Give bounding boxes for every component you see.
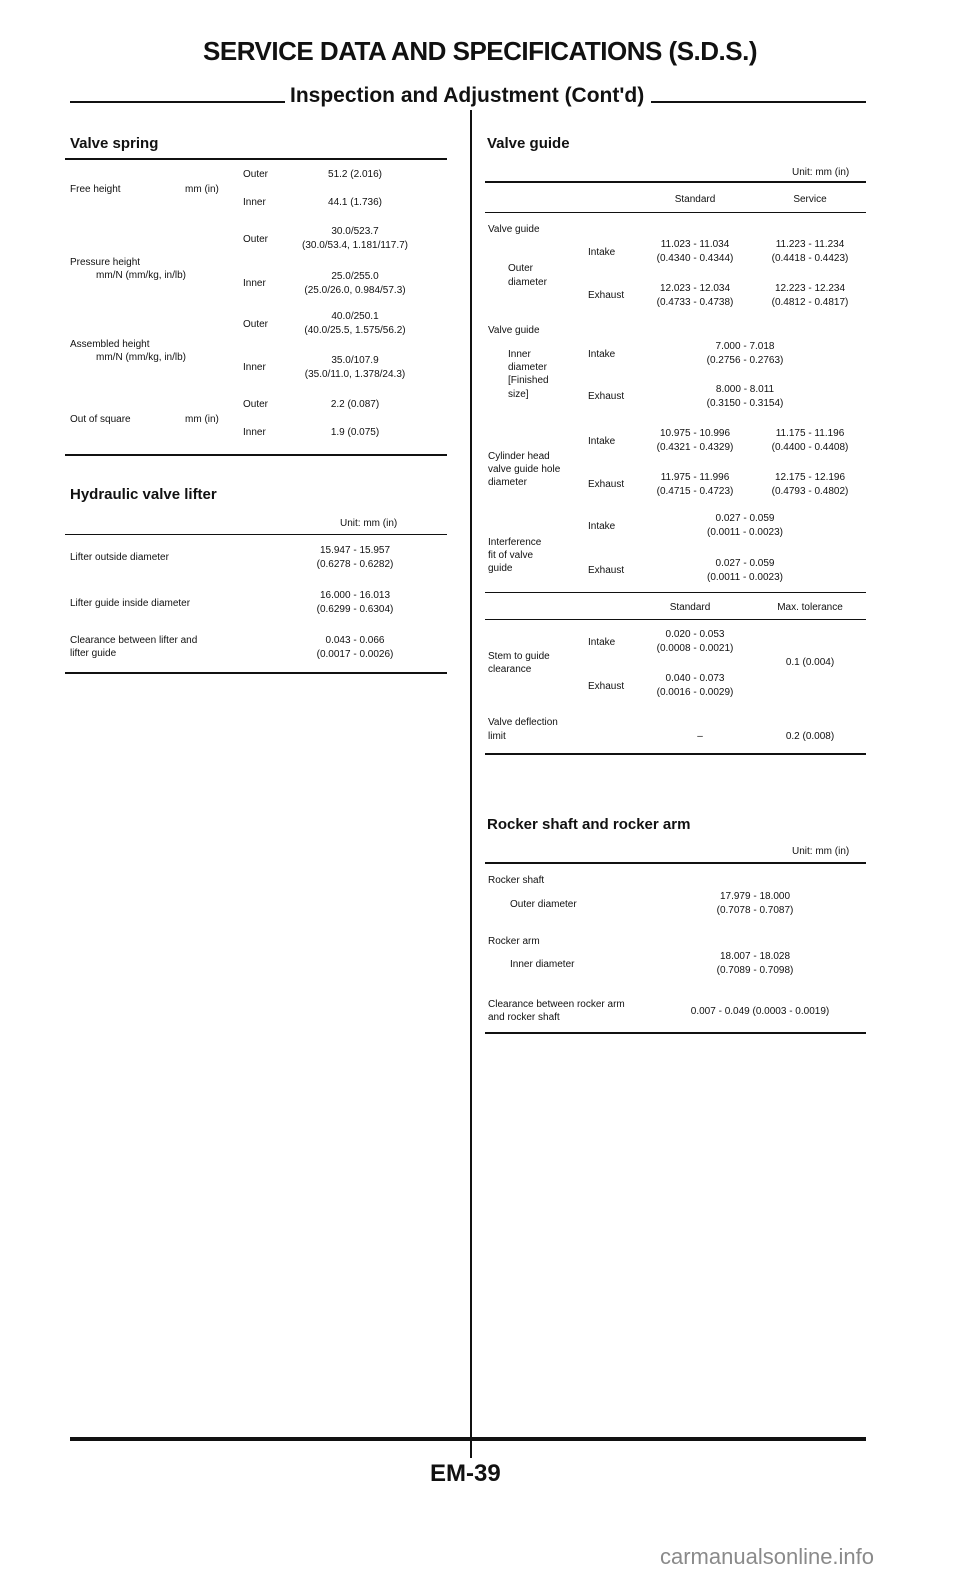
lifter-clearance-value-1: 0.043 - 0.066	[325, 635, 385, 646]
footer-rule	[70, 1437, 866, 1441]
valve-guide-inner-group: Valve guide	[488, 325, 540, 336]
lifter-guide-inside-diameter-value-1: 16.000 - 16.013	[319, 590, 391, 601]
cyl-head-label-1: Cylinder head	[488, 451, 550, 462]
lifter-clearance-value-2: (0.0017 - 0.0026)	[316, 649, 394, 660]
out-of-square-outer-label: Outer	[243, 399, 269, 410]
valve-guide-inner-exhaust-value-1: 8.000 - 8.011	[715, 384, 775, 395]
interference-exhaust-value-1: 0.027 - 0.059	[715, 558, 775, 569]
valve-guide-inner-exhaust-label: Exhaust	[588, 391, 625, 402]
interference-intake-value-1: 0.027 - 0.059	[715, 513, 775, 524]
out-of-square-inner-label: Inner	[243, 427, 266, 438]
valve-guide-inner-intake-value-1: 7.000 - 7.018	[715, 341, 775, 352]
lifter-outside-diameter-value-2: (0.6278 - 0.6282)	[316, 559, 394, 570]
valve-guide-col-standard: Standard	[674, 194, 716, 205]
rocker-shaft-value-2: (0.7078 - 0.7087)	[716, 905, 794, 916]
valve-guide-rule-bottom	[485, 753, 866, 755]
stem-clearance-exhaust-value-2: (0.0016 - 0.0029)	[656, 687, 734, 698]
valve-guide-outer-exhaust-svc-2: (0.4812 - 0.4817)	[771, 297, 849, 308]
valve-guide-outer-intake-std-1: 11.023 - 11.034	[660, 239, 730, 250]
valve-guide-col-standard-2: Standard	[669, 602, 711, 613]
interference-label-2: fit of valve	[488, 550, 534, 561]
valve-guide-rule-top	[485, 181, 866, 183]
rocker-rule-top	[485, 862, 866, 864]
free-height-label: Free height	[70, 184, 121, 195]
interference-exhaust-label: Exhaust	[588, 565, 625, 576]
interference-intake-label: Intake	[588, 521, 616, 532]
valve-guide-outer-label-2: diameter	[508, 277, 547, 288]
assembled-height-inner-label: Inner	[243, 362, 266, 373]
valve-guide-outer-group: Valve guide	[488, 224, 540, 235]
valve-guide-outer-intake-label: Intake	[588, 247, 616, 258]
page-title: SERVICE DATA AND SPECIFICATIONS (S.D.S.)	[203, 36, 757, 66]
valve-guide-rule-mid	[485, 592, 866, 593]
hydraulic-lifter-title: Hydraulic valve lifter	[70, 486, 217, 503]
free-height-outer-value: 51.2 (2.016)	[328, 169, 382, 180]
lifter-outside-diameter-label: Lifter outside diameter	[70, 552, 169, 563]
stem-clearance-label-2: clearance	[488, 664, 532, 675]
cyl-head-exhaust-svc-1: 12.175 - 12.196	[774, 472, 846, 483]
lifter-guide-inside-diameter-value-2: (0.6299 - 0.6304)	[316, 604, 394, 615]
deflection-standard-value: –	[697, 731, 703, 742]
rocker-shaft-outer-diameter-label: Outer diameter	[510, 899, 577, 910]
hydraulic-lifter-rule-bottom	[65, 672, 447, 674]
assembled-height-unit: mm/N (mm/kg, in/lb)	[96, 352, 186, 363]
column-divider	[470, 110, 472, 1458]
free-height-unit: mm (in)	[185, 184, 219, 195]
rocker-shaft-group: Rocker shaft	[488, 875, 545, 886]
pressure-height-unit: mm/N (mm/kg, in/lb)	[96, 270, 186, 281]
hydraulic-lifter-rule-top	[65, 534, 447, 535]
header-rule-left	[70, 101, 285, 103]
free-height-inner-label: Inner	[243, 197, 266, 208]
pressure-height-inner-value-1: 25.0/255.0	[331, 271, 379, 282]
pressure-height-label: Pressure height	[70, 257, 141, 268]
interference-label-3: guide	[488, 563, 513, 574]
valve-guide-title: Valve guide	[487, 135, 570, 152]
valve-guide-rule-header	[485, 212, 866, 213]
valve-spring-rule-bottom	[65, 454, 447, 456]
rocker-rule-bottom	[485, 1032, 866, 1034]
cyl-head-intake-std-1: 10.975 - 10.996	[659, 428, 731, 439]
cyl-head-label-2: valve guide hole	[488, 464, 561, 475]
pressure-height-inner-label: Inner	[243, 278, 266, 289]
page-subtitle: Inspection and Adjustment (Cont'd)	[290, 84, 645, 107]
out-of-square-unit: mm (in)	[185, 414, 219, 425]
rocker-clearance-value: 0.007 - 0.049 (0.0003 - 0.0019)	[690, 1006, 830, 1017]
page-number: EM-39	[430, 1460, 501, 1487]
deflection-label-1: Valve deflection	[488, 717, 558, 728]
rocker-clearance-label-2: and rocker shaft	[488, 1012, 560, 1023]
assembled-height-outer-label: Outer	[243, 319, 269, 330]
valve-guide-outer-exhaust-std-2: (0.4733 - 0.4738)	[656, 297, 734, 308]
rocker-arm-value-2: (0.7089 - 0.7098)	[716, 965, 794, 976]
free-height-outer-label: Outer	[243, 169, 269, 180]
watermark: carmanualsonline.info	[660, 1544, 875, 1569]
deflection-label-2: limit	[488, 731, 506, 742]
assembled-height-label: Assembled height	[70, 339, 150, 350]
valve-guide-outer-intake-svc-2: (0.4418 - 0.4423)	[771, 253, 849, 264]
valve-guide-rule-header-2	[485, 619, 866, 620]
valve-guide-outer-exhaust-std-1: 12.023 - 12.034	[659, 283, 731, 294]
rocker-shaft-value-1: 17.979 - 18.000	[719, 891, 791, 902]
out-of-square-outer-value: 2.2 (0.087)	[330, 399, 380, 410]
valve-guide-outer-exhaust-label: Exhaust	[588, 290, 625, 301]
valve-guide-inner-label-4: size]	[508, 389, 529, 400]
cyl-head-exhaust-svc-2: (0.4793 - 0.4802)	[771, 486, 849, 497]
valve-spring-title: Valve spring	[70, 135, 159, 152]
valve-guide-col-max-tolerance: Max. tolerance	[777, 602, 843, 613]
cyl-head-intake-label: Intake	[588, 436, 616, 447]
lifter-clearance-label-2: lifter guide	[70, 648, 117, 659]
rocker-arm-inner-diameter-label: Inner diameter	[510, 959, 575, 970]
cyl-head-label-3: diameter	[488, 477, 527, 488]
valve-guide-inner-label-1: Inner	[508, 349, 531, 360]
valve-guide-unit: Unit: mm (in)	[792, 167, 850, 178]
pressure-height-outer-value-2: (30.0/53.4, 1.181/117.7)	[301, 240, 408, 251]
rocker-title: Rocker shaft and rocker arm	[487, 816, 691, 833]
rocker-arm-value-1: 18.007 - 18.028	[719, 951, 791, 962]
lifter-clearance-label-1: Clearance between lifter and	[70, 635, 198, 646]
valve-guide-inner-exhaust-value-2: (0.3150 - 0.3154)	[706, 398, 784, 409]
valve-spring-rule-top	[65, 158, 447, 160]
valve-guide-outer-intake-svc-1: 11.223 - 11.234	[775, 239, 845, 250]
pressure-height-outer-value-1: 30.0/523.7	[331, 226, 379, 237]
assembled-height-inner-value-2: (35.0/11.0, 1.378/24.3)	[304, 369, 406, 380]
valve-guide-col-service: Service	[793, 194, 827, 205]
pressure-height-inner-value-2: (25.0/26.0, 0.984/57.3)	[304, 285, 406, 296]
stem-clearance-exhaust-value-1: 0.040 - 0.073	[665, 673, 725, 684]
valve-guide-outer-exhaust-svc-1: 12.223 - 12.234	[774, 283, 846, 294]
stem-clearance-exhaust-label: Exhaust	[588, 681, 625, 692]
interference-exhaust-value-2: (0.0011 - 0.0023)	[707, 572, 783, 583]
cyl-head-intake-svc-1: 11.175 - 11.196	[775, 428, 845, 439]
valve-guide-outer-intake-std-2: (0.4340 - 0.4344)	[656, 253, 734, 264]
assembled-height-outer-value-1: 40.0/250.1	[331, 311, 379, 322]
valve-guide-inner-label-2: diameter	[508, 362, 547, 373]
assembled-height-inner-value-1: 35.0/107.9	[331, 355, 379, 366]
cyl-head-intake-svc-2: (0.4400 - 0.4408)	[771, 442, 849, 453]
lifter-guide-inside-diameter-label: Lifter guide inside diameter	[70, 598, 191, 609]
cyl-head-exhaust-std-1: 11.975 - 11.996	[660, 472, 730, 483]
lifter-outside-diameter-value-1: 15.947 - 15.957	[319, 545, 391, 556]
valve-guide-inner-label-3: [Finished	[508, 375, 549, 386]
stem-clearance-intake-label: Intake	[588, 637, 616, 648]
valve-guide-inner-intake-label: Intake	[588, 349, 616, 360]
out-of-square-inner-value: 1.9 (0.075)	[330, 427, 380, 438]
cyl-head-intake-std-2: (0.4321 - 0.4329)	[656, 442, 734, 453]
stem-clearance-label-1: Stem to guide	[488, 651, 550, 662]
out-of-square-label: Out of square	[70, 414, 131, 425]
stem-clearance-intake-value-2: (0.0008 - 0.0021)	[656, 643, 734, 654]
rocker-clearance-label-1: Clearance between rocker arm	[488, 999, 625, 1010]
pressure-height-outer-label: Outer	[243, 234, 269, 245]
assembled-height-outer-value-2: (40.0/25.5, 1.575/56.2)	[304, 325, 406, 336]
deflection-max-value: 0.2 (0.008)	[785, 731, 835, 742]
valve-guide-outer-label-1: Outer	[508, 263, 534, 274]
rocker-unit: Unit: mm (in)	[792, 846, 850, 857]
hydraulic-lifter-unit: Unit: mm (in)	[340, 518, 398, 529]
stem-clearance-max-value: 0.1 (0.004)	[785, 657, 835, 668]
interference-intake-value-2: (0.0011 - 0.0023)	[707, 527, 783, 538]
stem-clearance-intake-value-1: 0.020 - 0.053	[665, 629, 725, 640]
interference-label-1: Interference	[488, 537, 542, 548]
cyl-head-exhaust-std-2: (0.4715 - 0.4723)	[656, 486, 734, 497]
rocker-arm-group: Rocker arm	[488, 936, 540, 947]
cyl-head-exhaust-label: Exhaust	[588, 479, 625, 490]
header-rule-right	[651, 101, 866, 103]
free-height-inner-value: 44.1 (1.736)	[328, 197, 382, 208]
valve-guide-inner-intake-value-2: (0.2756 - 0.2763)	[706, 355, 784, 366]
